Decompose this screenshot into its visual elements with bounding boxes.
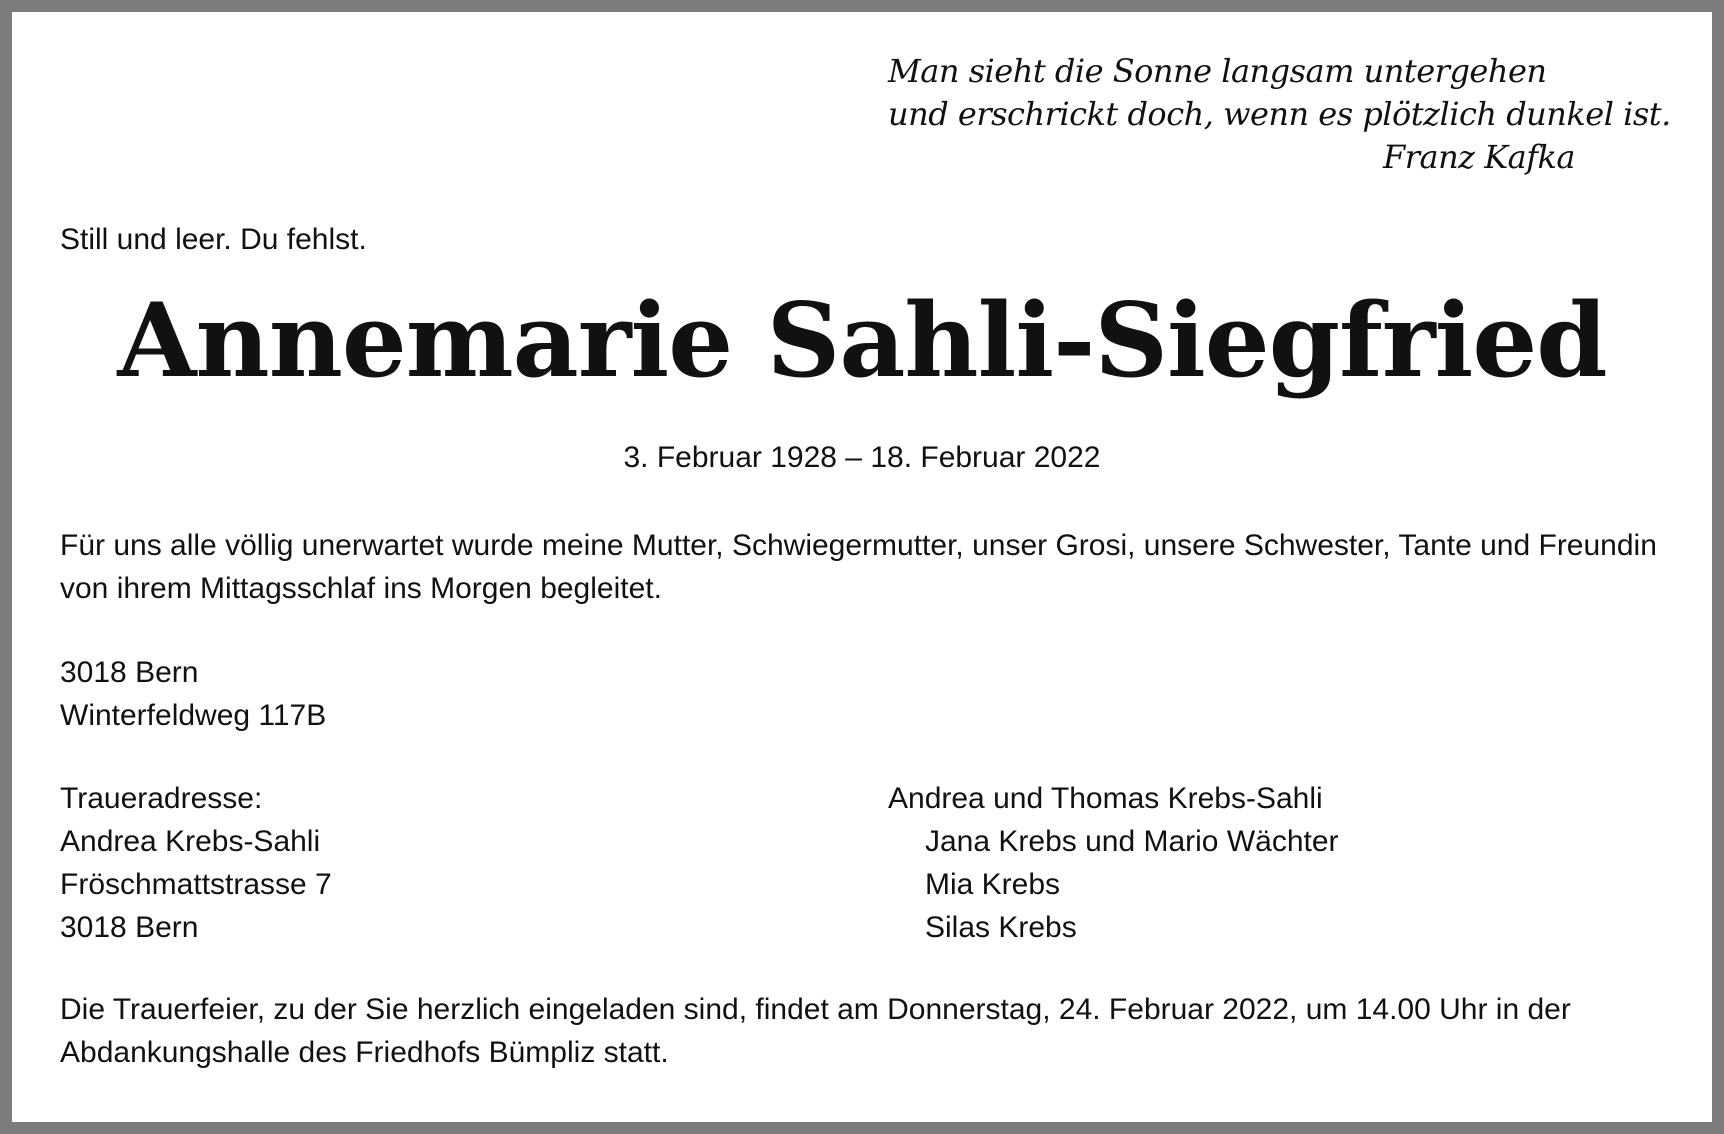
life-dates: 3. Februar 1928 – 18. Februar 2022 [623, 441, 1101, 474]
obituary-page [12, 12, 1712, 1122]
family-list [888, 777, 1339, 949]
announcement-paragraph: Für uns alle völlig unerwartet wurde meine Mutter, Schwiegermutter, unser Grosi, unsere Schwester, Tante und Freundin von ihrem Mittagsschlaf ins Morgen begleitet. [60, 529, 1657, 605]
quote-line: und erschrickt doch, wenn es plötzlich dunkel ist. [888, 95, 1671, 133]
mourning-address-name: Andrea Krebs-Sahli [60, 825, 321, 858]
family-main: Andrea und Thomas Krebs-Sahli [888, 782, 1323, 815]
home-address-street: Winterfeldweg 117B [60, 699, 327, 732]
family-member: Jana Krebs und Mario Wächter [925, 825, 1339, 858]
home-address-city: 3018 Bern [60, 656, 199, 689]
home-address [60, 651, 326, 737]
service-paragraph: Die Trauerfeier, zu der Sie herzlich eingeladen sind, findet am Donnerstag, 24. Februar 2022, um 14.00 Uhr in der Abdankungshalle des Friedhofs Bümpliz statt. [60, 993, 1571, 1069]
mourning-address-label: Traueradresse: [60, 782, 263, 815]
mourning-address [60, 777, 332, 949]
mourning-address-city: 3018 Bern [60, 911, 199, 944]
deceased-name: Annemarie Sahli-Siegfried [117, 281, 1607, 401]
family-member: Mia Krebs [925, 868, 1061, 901]
quote-line: Man sieht die Sonne langsam untergehen [888, 52, 1547, 90]
quote-author: Franz Kafka [1382, 138, 1575, 176]
intro-text: Still und leer. Du fehlst. [60, 223, 367, 256]
mourning-address-street: Fröschmattstrasse 7 [60, 868, 332, 901]
family-member: Silas Krebs [925, 911, 1077, 944]
